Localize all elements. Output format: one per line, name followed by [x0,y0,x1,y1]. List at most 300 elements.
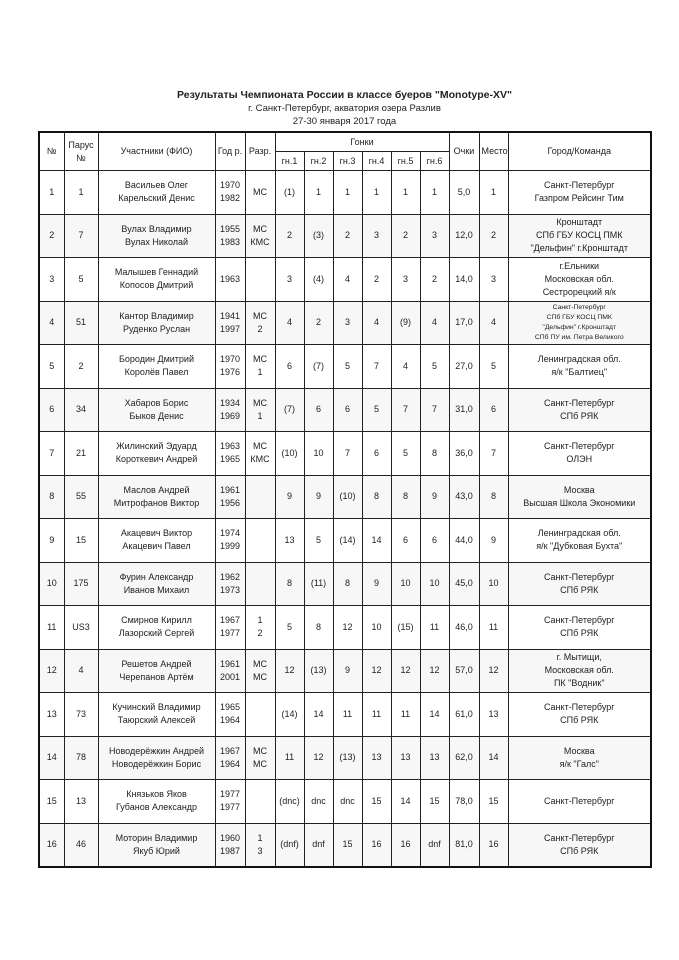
sport-rank: МС [253,658,267,669]
race-2-result: 2 [304,301,333,345]
row-sail-number: 34 [64,388,98,432]
race-4-result: 13 [362,736,391,780]
row-birth-years [215,519,245,563]
row-birth-years [215,432,245,476]
race-6-result: 13 [420,736,449,780]
race-5-result: 11 [391,693,420,737]
row-points: 27,0 [449,345,479,389]
race-4-result: 14 [362,519,391,563]
race-5-result: 16 [391,823,420,867]
row-place: 8 [479,475,508,519]
header-num: № [39,132,64,171]
table-row [39,475,651,519]
table-row [39,649,651,693]
birth-year: 2001 [219,671,241,682]
team-line: Санкт-Петербург [543,832,615,843]
row-num: 15 [39,780,64,824]
race-3-result: 4 [333,258,362,302]
race-2-result: 9 [304,475,333,519]
document-location: г. Санкт-Петербург, акватория озера Разлив [248,103,441,114]
race-5-result: 8 [391,475,420,519]
race-3-result: (10) [333,475,362,519]
row-place: 3 [479,258,508,302]
row-points: 44,0 [449,519,479,563]
row-ranks [245,388,275,432]
row-participants [98,432,215,476]
participant-name: Митрофанов Виктор [113,497,200,508]
row-num: 13 [39,693,64,737]
participant-name: Короткевич Андрей [115,454,198,465]
row-place: 9 [479,519,508,563]
row-ranks [245,475,275,519]
race-6-result: 8 [420,432,449,476]
row-num: 12 [39,649,64,693]
sport-rank: 1 [257,367,263,378]
race-3-result: 3 [333,301,362,345]
row-city-team [508,823,651,867]
team-line: ПК "Водник" [553,678,605,689]
header-participants: Участники (ФИО) [98,132,215,171]
participant-name: Таюрский Алексей [117,715,196,726]
row-sail-number: 7 [64,214,98,258]
row-city-team [508,606,651,650]
row-points: 14,0 [449,258,479,302]
sport-rank: 2 [257,628,263,639]
birth-year: 1970 [219,180,241,191]
race-1-result: 6 [275,345,304,389]
row-sail-number: 4 [64,649,98,693]
race-5-result: 1 [391,171,420,215]
table-row [39,388,651,432]
row-ranks [245,258,275,302]
sport-rank: МС [253,441,267,452]
row-city-team [508,171,651,215]
row-place: 13 [479,693,508,737]
birth-year: 1941 [219,310,241,321]
row-place: 16 [479,823,508,867]
results-body [39,171,651,867]
row-birth-years [215,693,245,737]
team-line: г.Ельники [559,260,600,271]
participant-name: Новодерёжкин Борис [111,758,202,769]
race-1-result: (1) [275,171,304,215]
row-num: 6 [39,388,64,432]
row-city-team [508,258,651,302]
row-points: 78,0 [449,780,479,824]
race-6-result: 4 [420,301,449,345]
row-birth-years [215,736,245,780]
birth-year: 1983 [219,236,241,247]
race-1-result: 8 [275,562,304,606]
row-city-team [508,780,651,824]
row-place: 14 [479,736,508,780]
row-points: 36,0 [449,432,479,476]
race-6-result: 5 [420,345,449,389]
team-line: г. Мытищи, [556,652,602,663]
birth-year: 1960 [219,832,241,843]
race-3-result: (13) [333,736,362,780]
birth-year: 1963 [219,441,241,452]
race-6-result: 9 [420,475,449,519]
participant-name: Акацевич Виктор [120,528,193,539]
row-birth-years [215,475,245,519]
team-line: Московская обл. [544,273,614,284]
row-participants [98,736,215,780]
birth-year: 1961 [219,484,241,495]
row-birth-years [215,171,245,215]
sport-rank: КМС [250,454,270,465]
birth-year: 1964 [219,758,241,769]
team-line: Московская обл. [544,665,614,676]
team-line: Москва [563,745,595,756]
team-line: Кронштадт [556,217,603,228]
document-header [0,88,679,128]
row-birth-years [215,388,245,432]
participant-name: Якуб Юрий [133,845,180,856]
race-5-result: (15) [391,606,420,650]
race-2-result: 5 [304,519,333,563]
row-num: 3 [39,258,64,302]
table-row [39,519,651,563]
row-city-team [508,693,651,737]
team-line: Высшая Школа Экономики [523,497,636,508]
sport-rank: МС [253,397,267,408]
race-4-result: 8 [362,475,391,519]
race-4-result: 6 [362,432,391,476]
race-4-result: 7 [362,345,391,389]
header-birth-year: Год р. [215,132,245,171]
sport-rank: 1 [257,410,263,421]
participant-name: Черепанов Артём [119,671,194,682]
header-race-6: гн.6 [420,152,449,171]
race-6-result: 11 [420,606,449,650]
race-6-result: 14 [420,693,449,737]
participant-name: Лазорский Сергей [118,628,195,639]
participant-name: Кантор Владимир [119,310,194,321]
row-participants [98,519,215,563]
race-4-result: 4 [362,301,391,345]
race-3-result: 15 [333,823,362,867]
birth-year: 1987 [219,845,241,856]
row-sail-number: US3 [64,606,98,650]
table-row [39,562,651,606]
birth-year: 1970 [219,354,241,365]
row-sail-number: 1 [64,171,98,215]
row-birth-years [215,606,245,650]
participant-name: Кучинский Владимир [112,702,201,713]
team-line: Сестрорецкий я/к [542,286,616,297]
participant-name: Хабаров Борис [124,397,189,408]
participant-name: Иванов Михаил [123,584,190,595]
participant-name: Вулах Николай [124,236,189,247]
birth-year: 1967 [219,615,241,626]
sport-rank: МС [253,758,267,769]
race-3-result: 1 [333,171,362,215]
team-line: СПб РЯК [560,410,599,421]
table-row [39,301,651,345]
sport-rank: КМС [250,236,270,247]
race-2-result: (3) [304,214,333,258]
header-city-team: Город/Команда [508,132,651,171]
race-2-result: 10 [304,432,333,476]
row-ranks [245,171,275,215]
row-ranks [245,345,275,389]
race-2-result: dnc [304,780,333,824]
row-num: 8 [39,475,64,519]
row-ranks [245,519,275,563]
row-birth-years [215,823,245,867]
sport-rank: МС [253,354,267,365]
team-line: Санкт-Петербург [552,303,606,311]
header-race-2: гн.2 [304,152,333,171]
race-6-result: 10 [420,562,449,606]
sport-rank: МС [253,186,267,197]
birth-year: 1982 [219,193,241,204]
row-sail-number: 78 [64,736,98,780]
race-4-result: 16 [362,823,391,867]
birth-year: 1961 [219,658,241,669]
race-3-result: 9 [333,649,362,693]
row-birth-years [215,214,245,258]
table-row [39,345,651,389]
race-2-result: 1 [304,171,333,215]
row-num: 10 [39,562,64,606]
row-sail-number: 55 [64,475,98,519]
table-row [39,693,651,737]
row-points: 12,0 [449,214,479,258]
row-points: 81,0 [449,823,479,867]
team-line: Санкт-Петербург [543,397,615,408]
row-points: 62,0 [449,736,479,780]
race-6-result: 2 [420,258,449,302]
birth-year: 1964 [219,715,241,726]
birth-year: 1997 [219,323,241,334]
row-ranks [245,301,275,345]
row-city-team [508,388,651,432]
team-line: Ленинградская обл. [537,354,621,365]
race-2-result: (11) [304,562,333,606]
race-6-result: 6 [420,519,449,563]
participant-name: Бородин Дмитрий [119,354,194,365]
header-race-4: гн.4 [362,152,391,171]
row-sail-number: 2 [64,345,98,389]
row-birth-years [215,301,245,345]
row-points: 17,0 [449,301,479,345]
row-participants [98,388,215,432]
team-line: Санкт-Петербург [543,571,615,582]
row-place: 7 [479,432,508,476]
race-4-result: 5 [362,388,391,432]
row-num: 11 [39,606,64,650]
participant-name: Карельский Денис [118,193,195,204]
table-row [39,214,651,258]
sport-rank: 1 [257,615,263,626]
row-participants [98,345,215,389]
race-3-result: (14) [333,519,362,563]
header-race-3: гн.3 [333,152,362,171]
row-ranks [245,649,275,693]
row-sail-number: 46 [64,823,98,867]
team-line: Газпром Рейсинг Тим [534,193,624,204]
row-points: 61,0 [449,693,479,737]
row-participants [98,606,215,650]
race-6-result: 15 [420,780,449,824]
row-points: 5,0 [449,171,479,215]
row-ranks [245,214,275,258]
race-1-result: (7) [275,388,304,432]
participant-name: Князьков Яков [126,789,187,800]
team-line: "Дельфин" г.Кронштадт [530,243,629,254]
race-1-result: (10) [275,432,304,476]
team-line: Санкт-Петербург [543,702,615,713]
table-row [39,823,651,867]
participant-name: Руденко Руслан [122,323,191,334]
race-4-result: 15 [362,780,391,824]
birth-year: 1976 [219,367,241,378]
row-points: 46,0 [449,606,479,650]
row-participants [98,823,215,867]
race-4-result: 12 [362,649,391,693]
row-place: 15 [479,780,508,824]
sport-rank: МС [253,671,267,682]
race-1-result: (14) [275,693,304,737]
participant-name: Королёв Павел [124,367,189,378]
header-rank: Разр. [245,132,275,171]
document-title: Результаты Чемпионата России в классе буеров "Monotype-XV" [177,89,512,101]
row-sail-number: 73 [64,693,98,737]
race-5-result: 12 [391,649,420,693]
row-place: 11 [479,606,508,650]
results-table [38,131,652,868]
row-participants [98,475,215,519]
race-5-result: 7 [391,388,420,432]
birth-year: 1965 [219,702,241,713]
race-1-result: 11 [275,736,304,780]
sport-rank: 1 [257,832,263,843]
row-participants [98,214,215,258]
race-5-result: 3 [391,258,420,302]
team-line: Санкт-Петербург [543,441,615,452]
birth-year: 1965 [219,454,241,465]
row-num: 5 [39,345,64,389]
table-row [39,432,651,476]
race-4-result: 10 [362,606,391,650]
row-ranks [245,693,275,737]
race-2-result: 12 [304,736,333,780]
race-3-result: 6 [333,388,362,432]
race-4-result: 3 [362,214,391,258]
row-ranks [245,780,275,824]
race-3-result: dnc [333,780,362,824]
race-6-result: 3 [420,214,449,258]
participant-name: Решетов Андрей [121,658,192,669]
row-num: 16 [39,823,64,867]
race-2-result: dnf [304,823,333,867]
participant-name: Маслов Андрей [123,484,190,495]
team-line: я/к "Галс" [559,758,599,769]
participant-name: Вулах Владимир [121,223,192,234]
row-ranks [245,606,275,650]
birth-year: 1999 [219,541,241,552]
participant-name: Жилинский Эдуард [116,441,197,452]
race-2-result: (7) [304,345,333,389]
race-5-result: (9) [391,301,420,345]
race-1-result: (dnf) [275,823,304,867]
team-line: СПб ПУ им. Петра Великого [534,333,624,341]
race-5-result: 2 [391,214,420,258]
row-sail-number: 175 [64,562,98,606]
sport-rank: 2 [257,323,263,334]
race-5-result: 6 [391,519,420,563]
row-participants [98,171,215,215]
row-num: 9 [39,519,64,563]
header-sail: Парус № [64,132,98,171]
race-6-result: 1 [420,171,449,215]
race-5-result: 13 [391,736,420,780]
participant-name: Фурин Александр [119,571,194,582]
row-place: 2 [479,214,508,258]
team-line: СПб ГБУ КОСЦ ПМК [536,230,623,241]
race-6-result: 7 [420,388,449,432]
row-sail-number: 13 [64,780,98,824]
race-5-result: 10 [391,562,420,606]
table-row [39,606,651,650]
row-birth-years [215,345,245,389]
race-3-result: 12 [333,606,362,650]
row-place: 5 [479,345,508,389]
team-line: СПб РЯК [560,584,599,595]
race-3-result: 7 [333,432,362,476]
team-line: Санкт-Петербург [543,795,615,806]
sport-rank: МС [253,745,267,756]
team-line: ОЛЭН [566,454,593,465]
race-1-result: 4 [275,301,304,345]
race-2-result: (4) [304,258,333,302]
birth-year: 1977 [219,802,241,813]
table-row [39,258,651,302]
participant-name: Копосов Дмитрий [119,280,194,291]
table-row [39,171,651,215]
team-line: Москва [563,484,595,495]
birth-year: 1973 [219,584,241,595]
race-4-result: 2 [362,258,391,302]
race-1-result: 3 [275,258,304,302]
row-participants [98,301,215,345]
race-5-result: 5 [391,432,420,476]
birth-year: 1955 [219,223,241,234]
race-2-result: (13) [304,649,333,693]
race-4-result: 9 [362,562,391,606]
row-city-team [508,519,651,563]
row-points: 43,0 [449,475,479,519]
header-races: Гонки [275,132,449,152]
team-line: СПб ГБУ КОСЦ ПМК [546,313,612,321]
row-city-team [508,736,651,780]
participant-name: Малышев Геннадий [114,267,199,278]
race-3-result: 11 [333,693,362,737]
race-3-result: 2 [333,214,362,258]
row-participants [98,649,215,693]
row-place: 10 [479,562,508,606]
row-sail-number: 51 [64,301,98,345]
birth-year: 1974 [219,528,241,539]
row-participants [98,562,215,606]
participant-name: Васильев Олег [124,180,189,191]
row-points: 45,0 [449,562,479,606]
team-line: я/к "Балтиец" [551,367,608,378]
participant-name: Быков Денис [129,410,184,421]
birth-year: 1962 [219,571,241,582]
